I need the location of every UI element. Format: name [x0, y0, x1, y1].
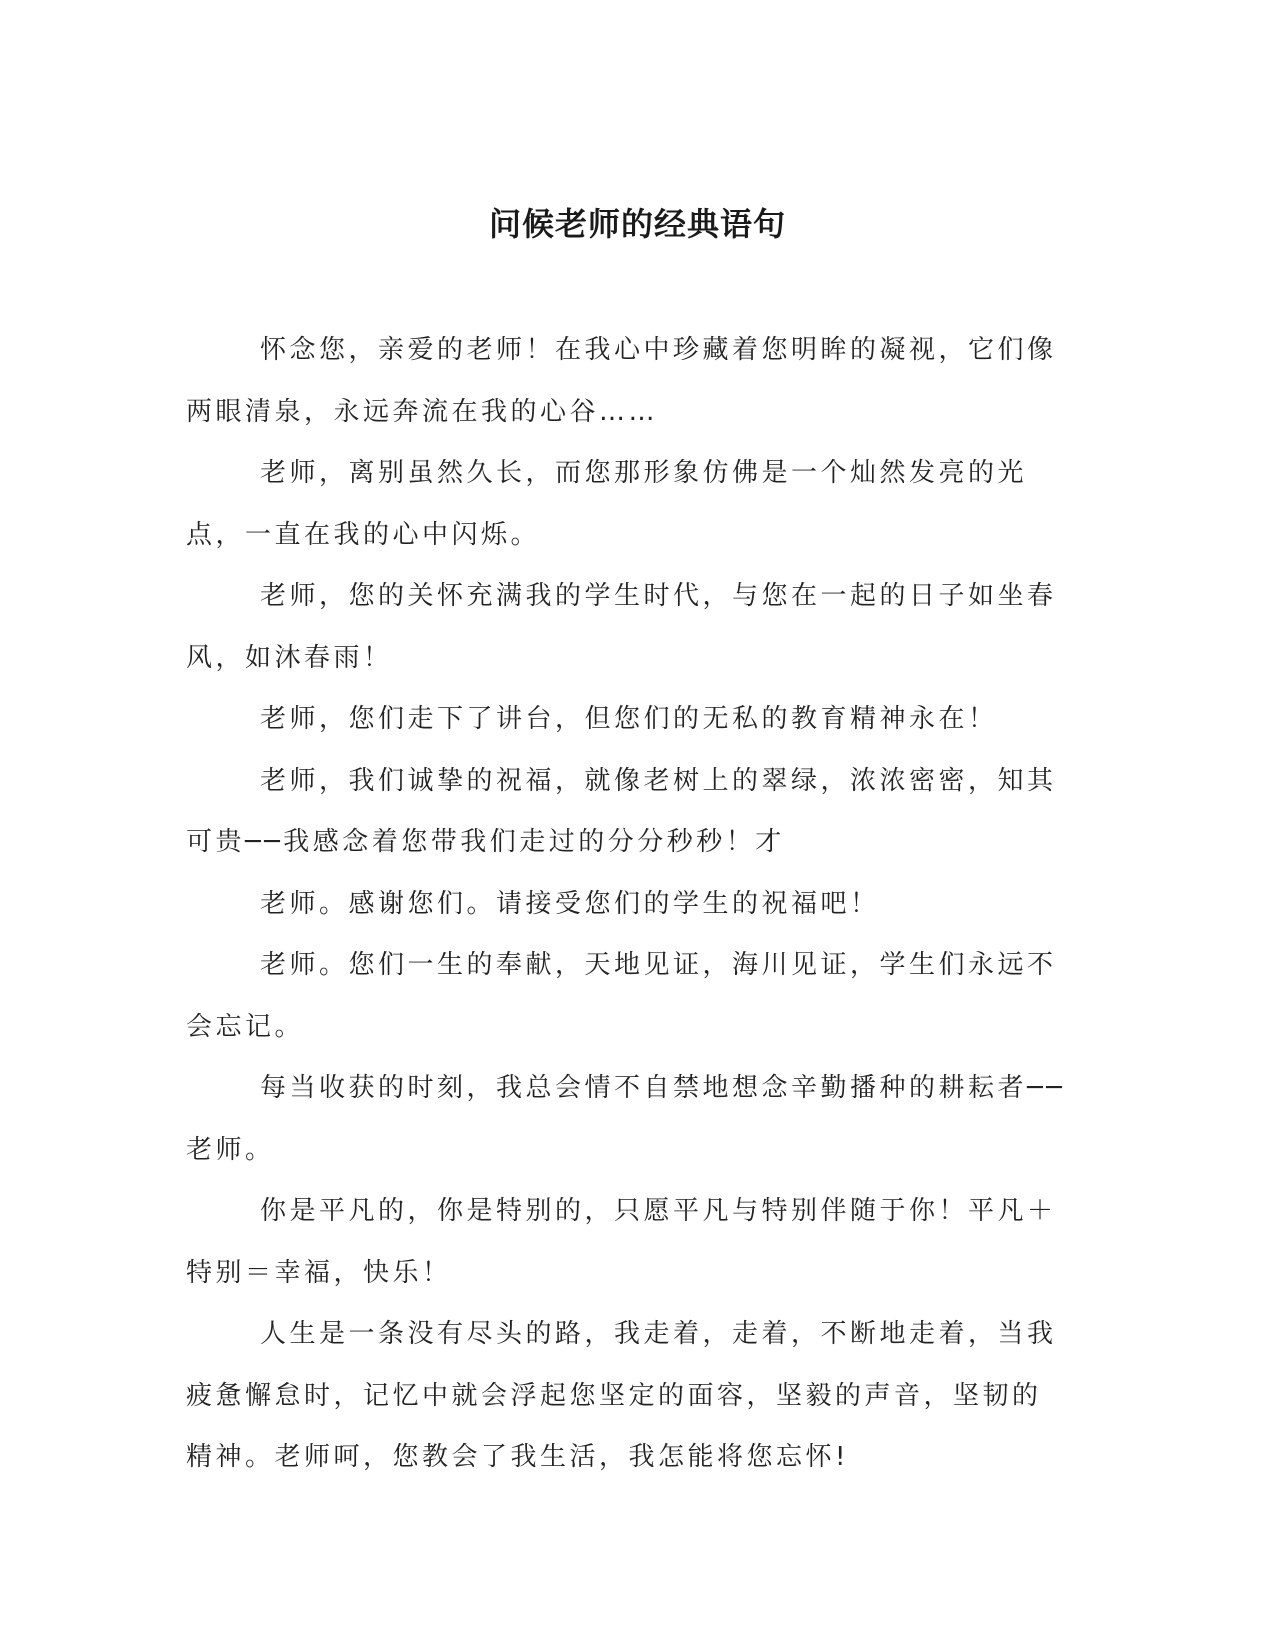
document-body: [186, 320, 1066, 1489]
paragraph-4: 老师，您们走下了讲台，但您们的无私的教育精神永在！: [260, 704, 998, 734]
paragraph-6: 老师。感谢您们。请接受您们的学生的祝福吧！: [260, 888, 880, 919]
paragraph-5: 老师，我们诚挚的祝福，就像老树上的翠绿，浓浓密密，知其可贵──我感念着您带我们走过的分分秒秒！才: [186, 765, 1057, 857]
document-title: 问候老师的经典语句: [488, 205, 786, 243]
paragraph-8: 每当收获的时刻，我总会情不自禁地想念辛勤播种的耕耘者──老师。: [186, 1073, 1066, 1165]
paragraph-10: 人生是一条没有尽头的路，我走着，走着，不断地走着，当我疲惫懈怠时，记忆中就会浮起您坚定的面容，坚毅的声音，坚韧的精神。老师呵，您教会了我生活，我怎能将您忘怀!: [186, 1319, 1057, 1472]
paragraph-9: 你是平凡的，你是特别的，只愿平凡与特别伴随于你！平凡＋特别＝幸福，快乐！: [186, 1196, 1057, 1288]
paragraph-2: 老师，离别虽然久长，而您那形象仿佛是一个灿然发亮的光点，一直在我的心中闪烁。: [186, 458, 1028, 550]
paragraph-1: 怀念您，亲爱的老师！在我心中珍藏着您明眸的凝视，它们像两眼清泉，永远奔流在我的心谷……: [186, 335, 1057, 427]
paragraph-3: 老师，您的关怀充满我的学生时代，与您在一起的日子如坐春风，如沐春雨！: [186, 581, 1057, 673]
paragraph-7: 老师。您们一生的奉献，天地见证，海川见证，学生们永远不会忘记。: [186, 950, 1057, 1042]
